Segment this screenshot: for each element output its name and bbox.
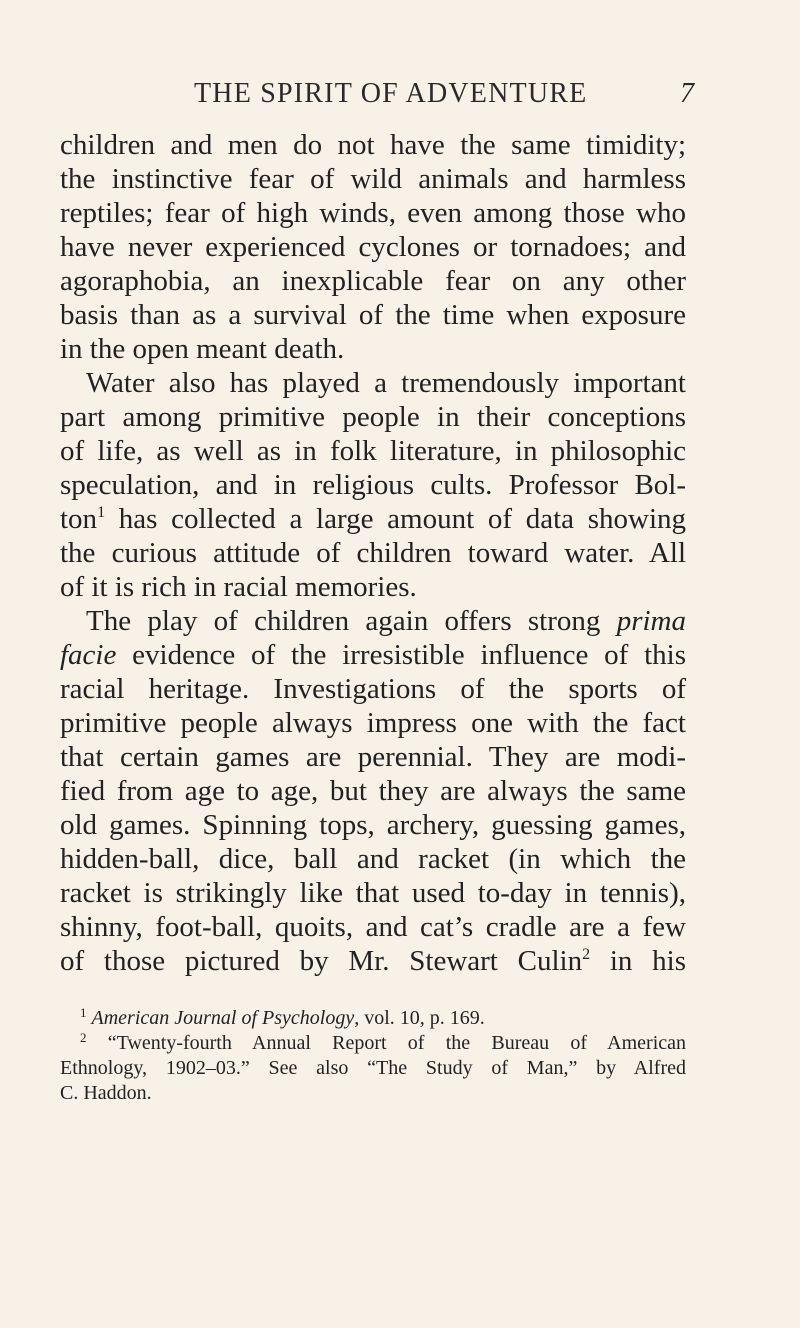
text-line bbox=[60, 604, 686, 638]
text-line: hidden-ball, dice, ball and racket (in which the bbox=[60, 843, 686, 875]
text-line: reptiles; fear of high winds, even among those who bbox=[60, 197, 686, 229]
text-line: basis than as a survival of the time when exposure bbox=[60, 299, 686, 331]
text-line: that certain games are perennial. They are modi- bbox=[60, 741, 686, 773]
footnote-text: “Twenty-fourth Annual Report of the Bureau of American bbox=[107, 1032, 687, 1054]
text-line: agoraphobia, an inexplicable fear on any other bbox=[60, 265, 686, 297]
text-line: primitive people always impress one with the fact bbox=[60, 707, 686, 739]
text-fragment: has collected a large amount of data showing bbox=[118, 503, 686, 535]
text-line: children and men do not have the same timidity; bbox=[60, 129, 686, 161]
text-line: the curious attitude of children toward water. All bbox=[60, 537, 686, 569]
text-line: Water also has played a tremendously important bbox=[86, 367, 686, 399]
footnote-ref-2: 2 bbox=[582, 946, 591, 963]
text-line: of life, as well as in folk literature, in philosophic bbox=[60, 435, 686, 467]
footnote-mark: 2 bbox=[80, 1030, 87, 1045]
footnote-2-line: C. Haddon. bbox=[60, 1082, 152, 1104]
text-line: fied from age to age, but they are always the same bbox=[60, 775, 686, 807]
text-line: old games. Spinning tops, archery, guessing games, bbox=[60, 809, 686, 841]
footnote-ref-1: 1 bbox=[97, 504, 106, 521]
text-fragment: ton bbox=[60, 503, 98, 535]
italic-term: facie bbox=[60, 639, 117, 671]
text-line: racket is strikingly like that used to-day in tennis), bbox=[60, 877, 686, 909]
text-line: part among primitive people in their conceptions bbox=[60, 401, 686, 433]
footnote-mark: 1 bbox=[80, 1005, 87, 1020]
text-line: racial heritage. Investigations of the sports of bbox=[60, 673, 686, 705]
text-fragment: The play of children again offers strong bbox=[86, 605, 601, 637]
text-line: speculation, and in religious cults. Professor Bol- bbox=[60, 469, 686, 501]
text-line: shinny, foot-ball, quoits, and cat’s cradle are a few bbox=[60, 911, 686, 943]
footnote-2 bbox=[60, 1031, 686, 1056]
footnote-1 bbox=[60, 1006, 686, 1031]
text-line bbox=[60, 944, 686, 978]
text-line: the instinctive fear of wild animals and harmless bbox=[60, 163, 686, 195]
text-fragment: of those pictured by Mr. Stewart Culin bbox=[60, 945, 583, 977]
footnote-text: , vol. 10, p. 169. bbox=[354, 1007, 485, 1029]
page-number: 7 bbox=[680, 78, 694, 109]
text-fragment: in his bbox=[609, 945, 687, 977]
text-line: in the open meant death. bbox=[60, 333, 345, 365]
text-line bbox=[60, 502, 686, 536]
italic-term: prima bbox=[616, 605, 687, 637]
text-line bbox=[60, 638, 686, 672]
footnote-2-line: Ethnology, 1902–03.” See also “The Study of Man,” by Alfred bbox=[60, 1057, 686, 1079]
text-fragment: evidence of the irresistible influence of this bbox=[132, 639, 686, 671]
footnotes bbox=[60, 1006, 686, 1106]
body-text bbox=[60, 128, 686, 978]
page-header bbox=[104, 78, 694, 118]
running-title: THE SPIRIT OF ADVENTURE bbox=[194, 78, 588, 109]
footnote-title: American Journal of Psychology bbox=[91, 1007, 355, 1029]
text-line: of it is rich in racial memories. bbox=[60, 571, 417, 603]
text-line: have never experienced cyclones or tornadoes; and bbox=[60, 231, 686, 263]
